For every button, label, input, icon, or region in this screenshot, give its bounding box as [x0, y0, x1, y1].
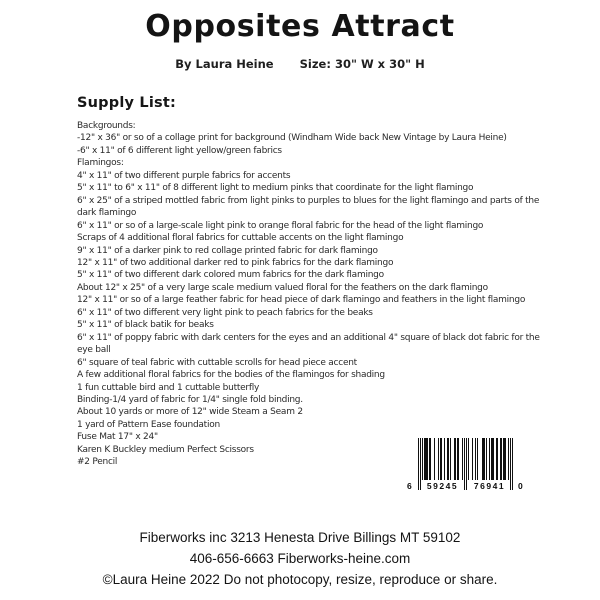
supply-list-line: eye ball [77, 345, 111, 356]
upc-barcode [406, 438, 530, 496]
supply-list-line: A few additional floral fabrics for the bodies of the flamingos for shading [77, 370, 385, 381]
supply-list-line: #2 Pencil [77, 457, 118, 468]
supply-list-line: 6" x 11" of two different very light pink to peach fabrics for the beaks [77, 307, 373, 318]
supply-list-line: 12" x 11" of two additional darker red to pink fabrics for the dark flamingo [77, 257, 394, 268]
supply-list-line: Binding-1/4 yard of fabric for 1/4" single fold binding. [77, 394, 303, 405]
supply-list-line: Backgrounds: [77, 121, 136, 131]
supply-list-line: 1 fun cuttable bird and 1 cuttable butterfly [77, 382, 260, 393]
byline: By Laura Heine [175, 57, 274, 71]
supply-list-line: 5" x 11" of black batik for beaks [77, 320, 214, 331]
supply-list-line: Fuse Mat 17" x 24" [77, 432, 158, 443]
supply-list-line: 6" x 25" of a striped mottled fabric from light pinks to purples to blues for the light flamingo and parts of the [77, 195, 540, 206]
supply-list-line: 12" x 11" or so of a large feather fabric for head piece of dark flamingo and feathers in the light flamingo [77, 295, 526, 306]
page-title: Opposites Attract [145, 9, 455, 44]
supply-list-line: Flamingos: [77, 158, 124, 169]
supply-list-line: dark flamingo [77, 208, 137, 219]
supply-list-line: 4" x 11" of two different purple fabrics for accents [77, 170, 291, 181]
barcode-group-1: 59245 [422, 481, 463, 491]
supply-list-line: 1 yard of Pattern Ease foundation [77, 419, 220, 430]
supply-list-line: Scraps of 4 additional floral fabrics for cuttable accents on the light flamingo [77, 233, 404, 244]
supply-list-line: About 10 yards or more of 12" wide Steam a Seam 2 [77, 407, 303, 418]
publisher-address: Fiberworks inc 3213 Henesta Drive Billings MT 59102 [139, 530, 461, 545]
barcode-group-2: 76941 [469, 481, 510, 491]
byline-row [0, 57, 600, 71]
supply-list-line: About 12" x 25" of a very large scale medium valued floral for the feathers on the dark flamingo [77, 282, 488, 293]
copyright-notice: ©Laura Heine 2022 Do not photocopy, resize, reproduce or share. [102, 572, 498, 587]
supply-list-line: 5" x 11" of two different dark colored mum fabrics for the dark flamingo [77, 270, 384, 281]
publisher-contact: 406-656-6663 Fiberworks-heine.com [189, 551, 411, 566]
supply-list-line: 6" square of teal fabric with cuttable scrolls for head piece accent [77, 357, 357, 368]
footer [0, 527, 600, 590]
supply-list-line: 9" x 11" of a darker pink to red collage printed fabric for dark flamingo [77, 245, 378, 256]
supply-list [77, 120, 555, 469]
supply-list-line: 6" x 11" of poppy fabric with dark centers for the eyes and an additional 4" square of black dot fabric for the [77, 332, 540, 343]
supply-list-line: -12" x 36" or so of a collage print for background (Windham Wide back New Vintage by Laura Heine) [77, 133, 507, 144]
supply-list-line: -6" x 11" of 6 different light yellow/green fabrics [77, 145, 282, 156]
size-label: Size: 30" W x 30" H [299, 57, 425, 71]
barcode-digit-right: 0 [518, 481, 523, 491]
barcode-digit-left: 6 [407, 481, 412, 491]
supply-list-line: 5" x 11" to 6" x 11" of 8 different light to medium pinks that coordinate for the light flamingo [77, 183, 474, 194]
supply-list-line: Karen K Buckley medium Perfect Scissors [77, 444, 254, 455]
supply-list-line: 6" x 11" or so of a large-scale light pink to orange floral fabric for the head of the light flamingo [77, 220, 484, 231]
supply-list-heading: Supply List: [77, 95, 176, 111]
